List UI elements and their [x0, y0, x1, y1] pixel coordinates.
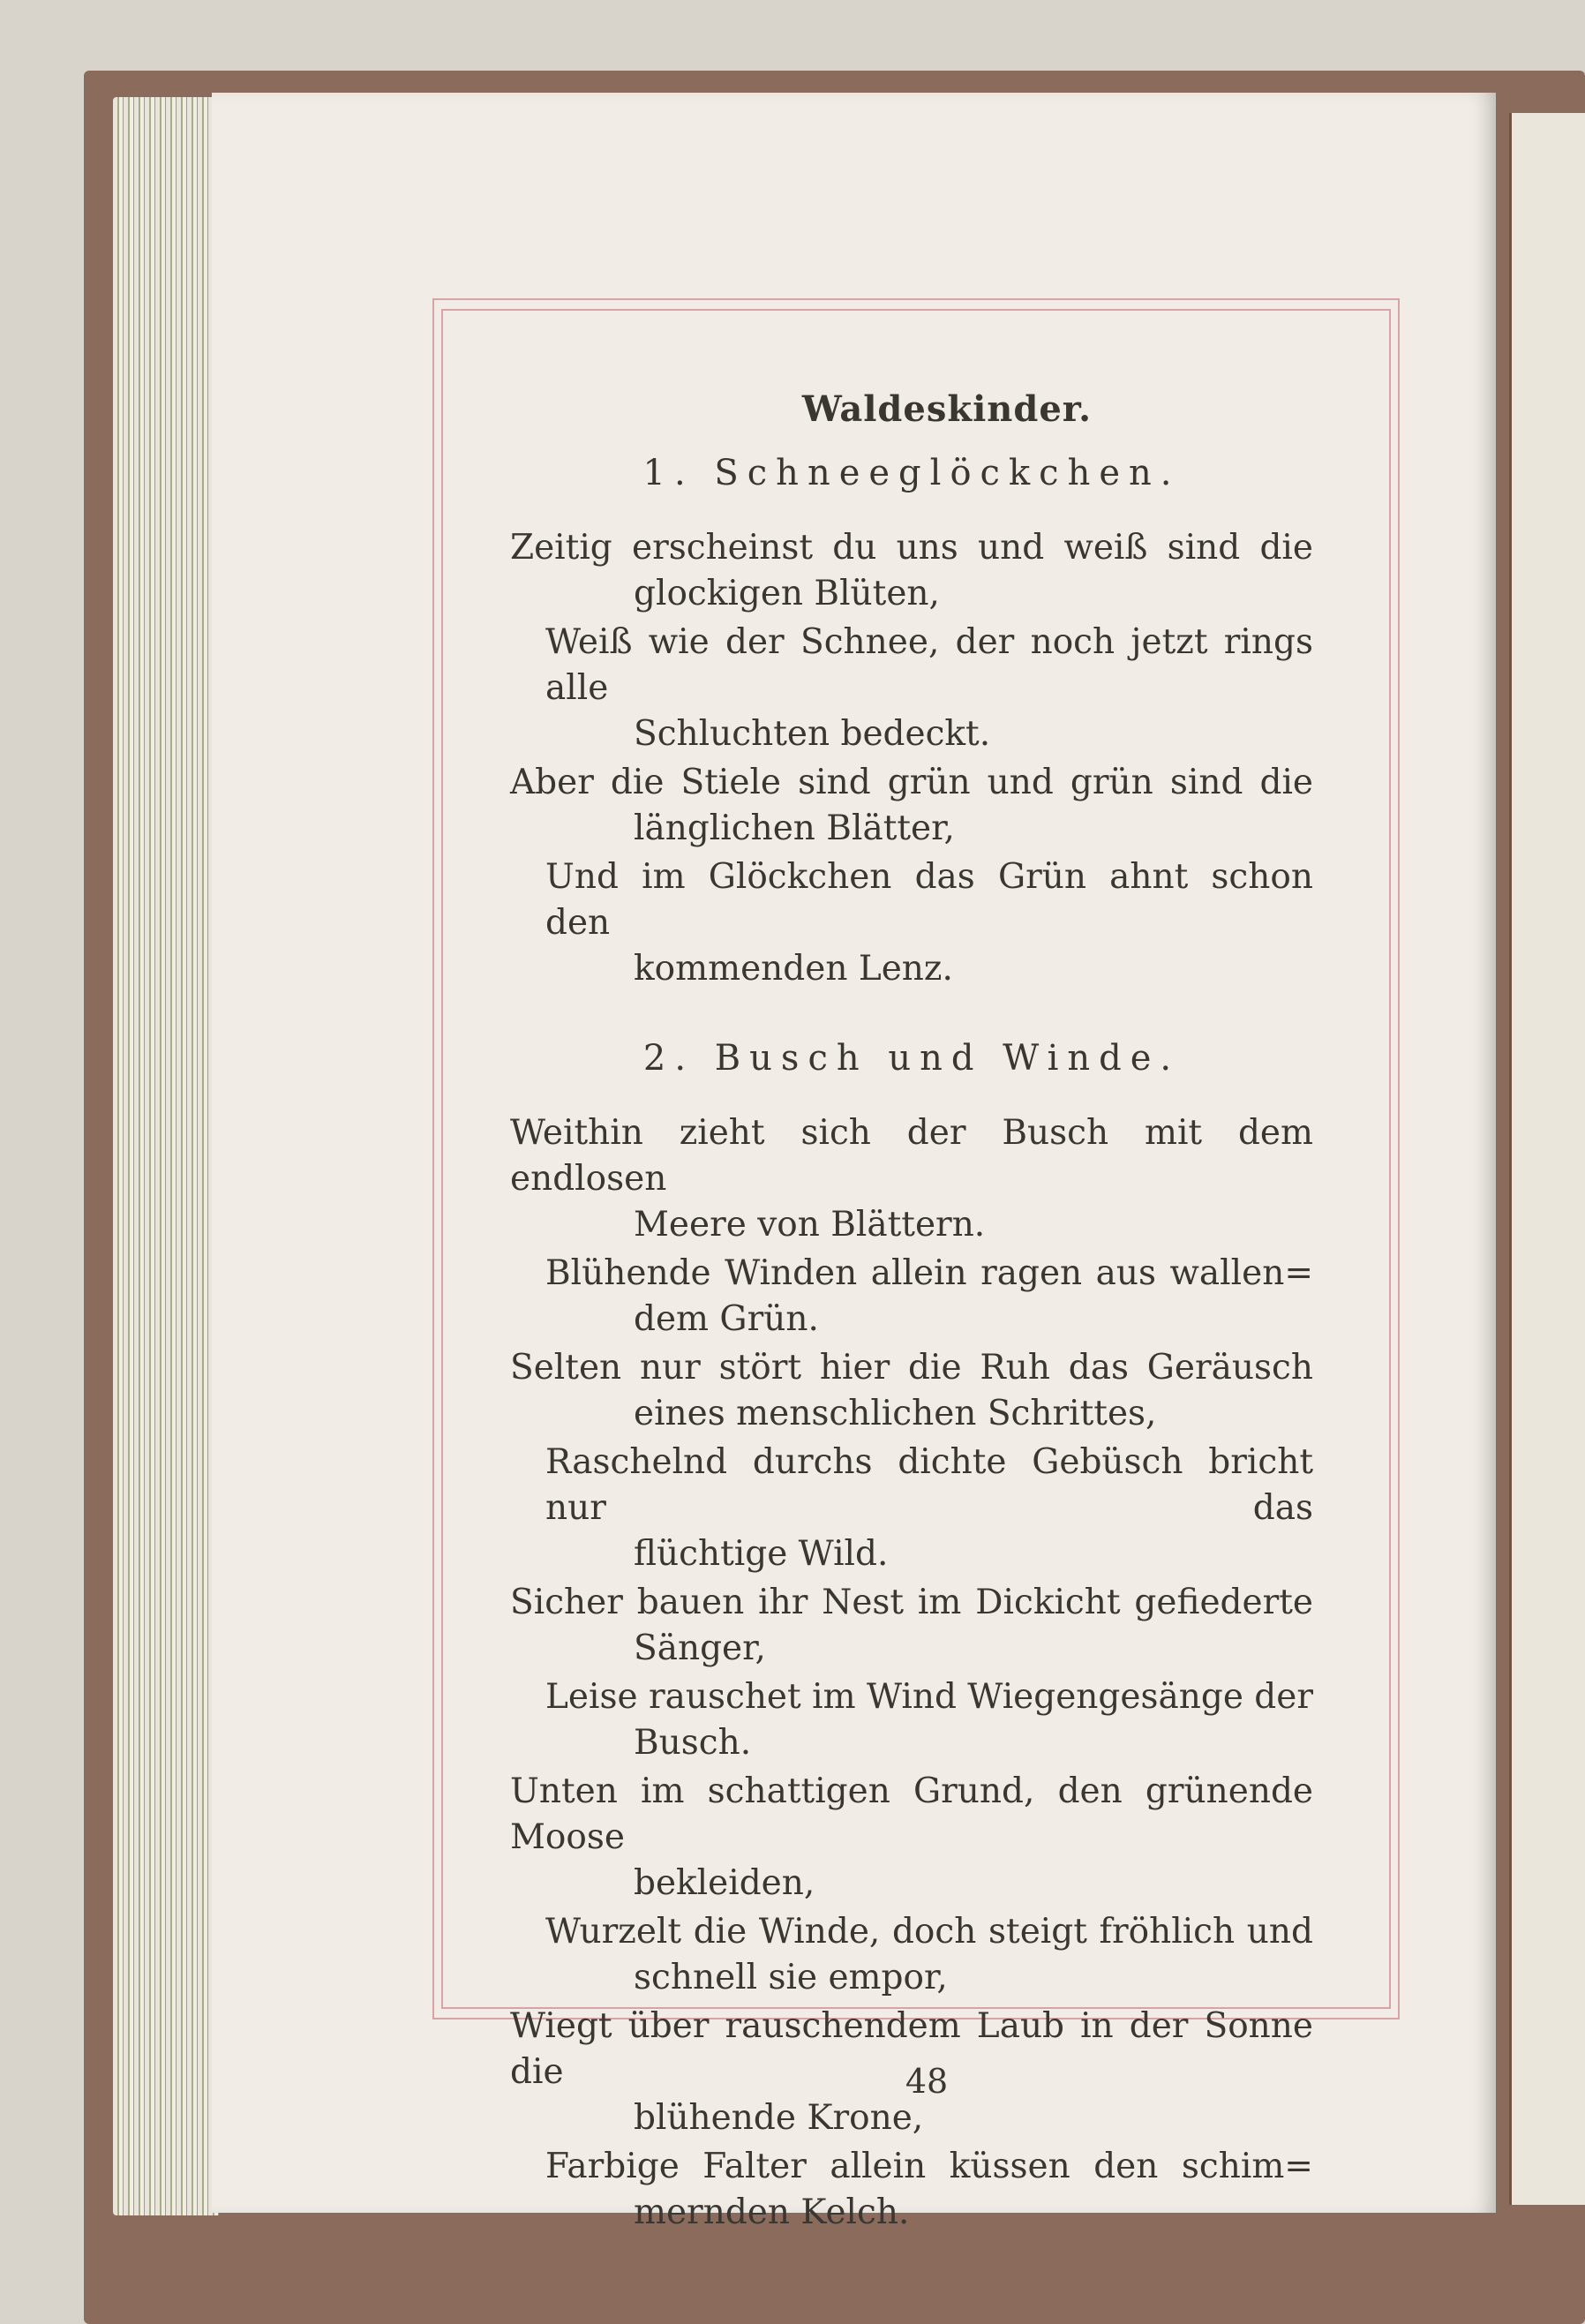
stanza [510, 525, 1313, 992]
verse-line: Farbige Falter allein küssen den schim= [545, 2147, 1313, 2186]
verse-line: Wurzelt die Winde, doch steigt fröhlich und [545, 1912, 1313, 1952]
verse-continuation: bekleiden, [634, 1863, 815, 1903]
next-page-edge [1509, 113, 1585, 2205]
page-edges [113, 97, 219, 2215]
verse-line: Zeitig erscheinst du uns und weiß sind die [510, 528, 1313, 568]
verse-line: Weithin zieht sich der Busch mit dem endlosen [510, 1113, 1313, 1199]
poem-title: Waldeskinder. [801, 388, 1093, 430]
verse-line: Sicher bauen ihr Nest im Dickicht gefiederte [510, 1583, 1313, 1622]
poem-content [510, 388, 1313, 2238]
verse-line: Selten nur stört hier die Ruh das Geräusch [510, 1348, 1313, 1388]
verse-continuation: kommenden Lenz. [634, 949, 953, 989]
verse-continuation: länglichen Blätter, [634, 809, 955, 848]
verse-continuation: Schluchten bedeckt. [634, 714, 991, 754]
verse-line: Aber die Stiele sind grün und grün sind die [510, 763, 1313, 802]
verse-line: Und im Glöckchen das Grün ahnt schon den [545, 857, 1313, 943]
page-number: 48 [905, 2062, 949, 2101]
verse-line: Unten im schattigen Grund, den grünende Moose [510, 1771, 1313, 1857]
verse-line: Weiß wie der Schnee, der noch jetzt rings alle [545, 622, 1313, 708]
verse-line: Blühende Winden allein ragen aus wallen= [545, 1253, 1313, 1293]
verse-continuation: Sänger, [634, 1628, 766, 1668]
verse-continuation: eines menschlichen Schrittes, [634, 1394, 1157, 1433]
verse-continuation: Meere von Blättern. [634, 1205, 986, 1245]
verse-line: Leise rauschet im Wind Wiegengesänge der [545, 1677, 1313, 1717]
verse-line: Raschelnd durchs dichte Gebüsch bricht nur das [545, 1442, 1313, 1528]
verse-continuation: dem Grün. [634, 1299, 819, 1339]
section-heading: 2. Busch und Winde. [642, 1038, 1181, 1079]
verse-continuation: mernden Kelch. [634, 2192, 910, 2232]
verse-continuation: blühende Krone, [634, 2098, 924, 2138]
section-heading: 1. Schneeglöckchen. [642, 453, 1181, 493]
verse-line: Wiegt über rauschendem Laub in der Sonne die [510, 2006, 1313, 2092]
verse-continuation: flüchtige Wild. [634, 1534, 889, 1574]
verse-continuation: Busch. [634, 1723, 752, 1763]
verse-continuation: glockigen Blüten, [634, 574, 940, 613]
verse-continuation: schnell sie empor, [634, 1958, 948, 1997]
